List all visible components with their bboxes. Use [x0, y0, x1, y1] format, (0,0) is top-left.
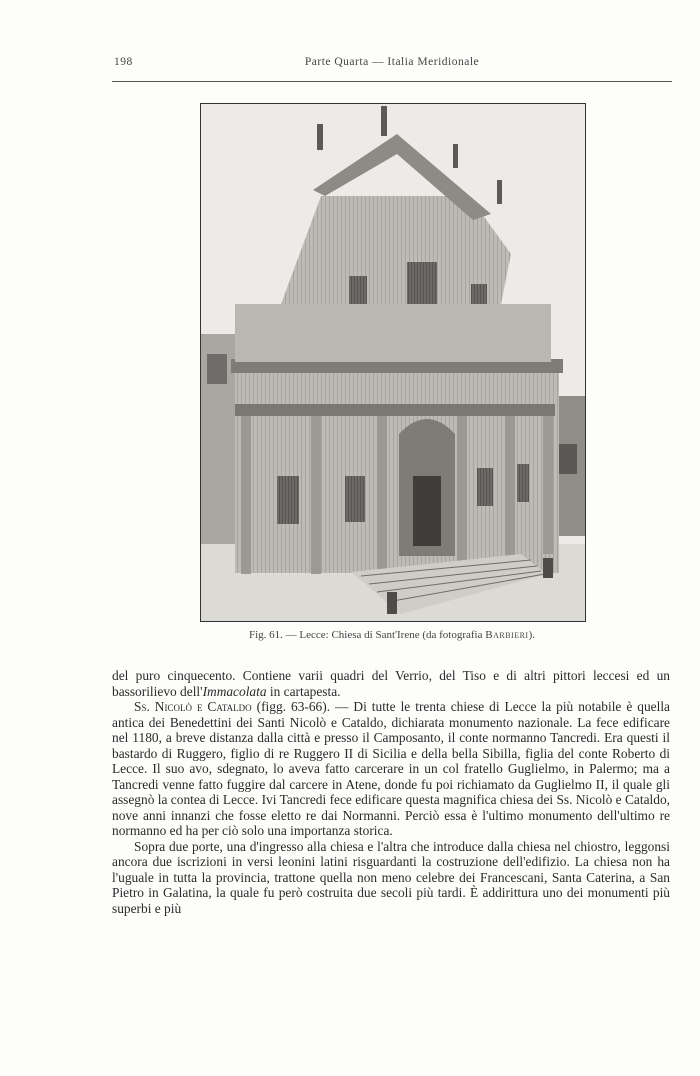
page-number: 198: [114, 56, 133, 68]
body-text: [112, 668, 670, 916]
church-facade-illustration: [201, 104, 585, 621]
caption-credit: Barbieri: [485, 629, 529, 641]
caption-prefix: Fig. 61. — Lecce: Chiesa di Sant'Irene (da fotografia: [248, 629, 486, 641]
running-title: Parte Quarta — Italia Meridionale: [304, 56, 480, 68]
paragraph-1: [112, 668, 670, 699]
header-rule: [112, 81, 672, 82]
church-photograph: [200, 103, 586, 622]
paragraph-1-text-b: in cartapesta.: [266, 683, 341, 699]
figure-caption: [112, 629, 672, 641]
paragraph-2: [112, 699, 670, 839]
paragraph-2-text: (figg. 63-66). — Di tutte le trenta chiese di Lecce la più notabile è quella antica dei Benedettini dei Santi Nicolò e Cataldo, dichiarata monumento nazionale. La fece edificare nel 1180, a breve distanza dalla città e presso il Camposanto, il conte normanno Tancredi. Era questi il bastardo di Ruggero, figlio di re Ruggero II di Sicilia e della bella Sibilla, figlia del conte Roberto di Lecce. Il suo avo, sdegnato, lo aveva fatto carcerare in un col fratello Guglielmo, in Palermo; ma a Tancredi venne fatto fuggire dal carcere in Atene, donde fu poi richiamato da Guglielmo II, il quale gli assegnò la contea di Lecce. Ivi Tancredi fece edificare questa magnifica chiesa dei Ss. Nicolò e Cataldo, nove anni innanzi che fosse eletto re dai Normanni. Perciò essa è l'ultimo monumento dell'ultimo re normanno ed ha per ciò solo una importanza storica.: [112, 699, 670, 838]
paragraph-1-italic: Immacolata: [202, 683, 267, 699]
paragraph-3: Sopra due porte, una d'ingresso alla chiesa e l'altra che introduce dalla chiesa nel chiostro, leggonsi ancora due iscrizioni in versi leonini latini risguardanti la costruzione dell'edifizio. La chiesa non ha l'uguale in tutta la provincia, trattone quella non meno celebre dei Francescani, Santa Caterina, a San Pietro in Galatina, la quale fu però costruita due secoli più tardi. È addirittura uno dei monumenti più superbi e più: [112, 838, 670, 916]
caption-suffix: ).: [528, 629, 536, 641]
section-heading-nicolo-cataldo: Ss. Nicolò e Cataldo: [134, 699, 252, 714]
paragraph-1-text-a: del puro cinquecento. Contiene varii quadri del Verrio, del Tiso e di altri pittori leccesi ed un bassorilievo dell': [112, 668, 670, 699]
